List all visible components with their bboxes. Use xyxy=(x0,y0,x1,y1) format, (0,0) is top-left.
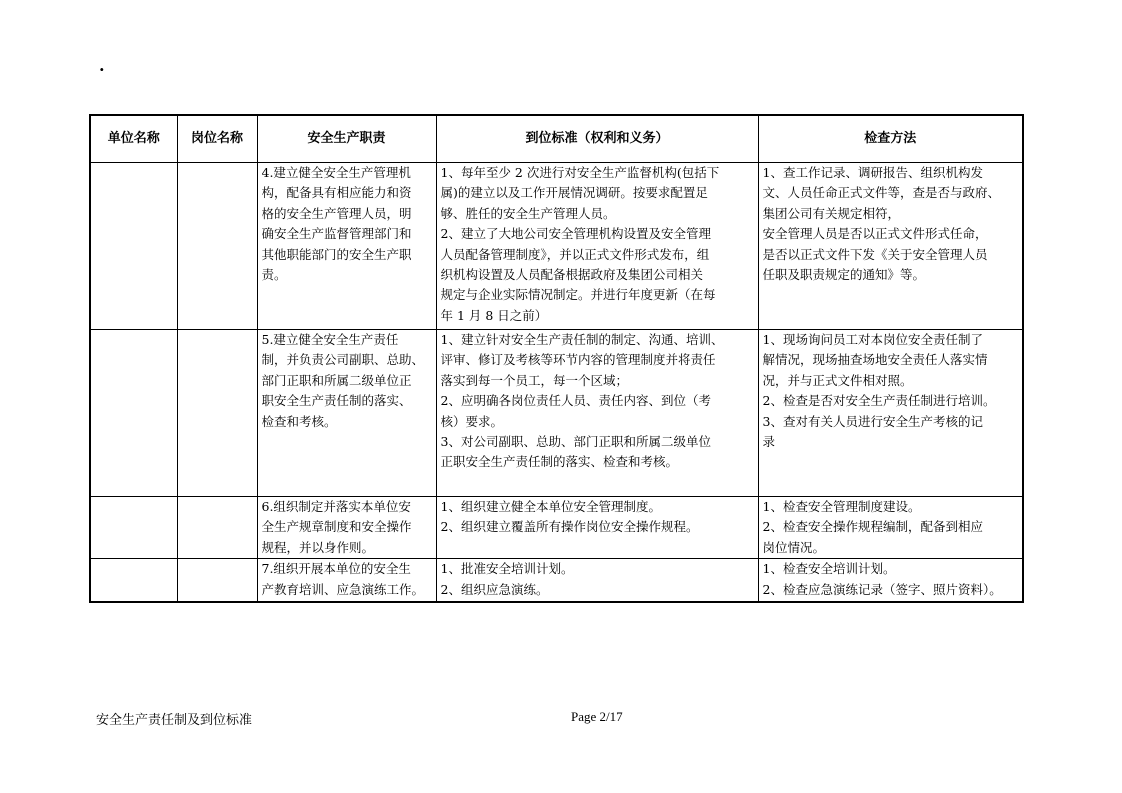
cell-method xyxy=(758,163,1023,330)
cell-unit xyxy=(90,330,177,497)
cell-text-line: 责。 xyxy=(261,267,287,283)
cell-text-line: 解情况，现场抽查场地安全责任人落实情 xyxy=(762,352,988,368)
cell-text-line: 全生产规章制度和安全操作 xyxy=(261,519,412,535)
header-standard: 到位标准（权利和义务） xyxy=(436,115,758,163)
header-unit-name: 单位名称 xyxy=(90,115,177,163)
cell-text-line: 2、建立了大地公司安全管理机构设置及安全管理 xyxy=(440,226,711,242)
cell-standard xyxy=(436,330,758,497)
cell-text-line: 年 1 月 8 日之前） xyxy=(440,307,548,323)
cell-method xyxy=(758,559,1023,603)
cell-text-line: 织机构设置及人员配备根据政府及集团公司相关 xyxy=(440,267,704,283)
header-post-name: 岗位名称 xyxy=(177,115,257,163)
table-row xyxy=(90,330,1023,497)
cell-duty xyxy=(257,559,436,603)
footer-document-title: 安全生产责任制及到位标准 xyxy=(96,713,253,728)
responsibility-table xyxy=(89,114,1024,603)
cell-text-line: 1、批准安全培训计划。 xyxy=(440,561,574,577)
cell-text-line: 2、组织建立覆盖所有操作岗位安全操作规程。 xyxy=(440,519,699,535)
cell-text-line: 2、应明确各岗位责任人员、责任内容、到位（考 xyxy=(440,393,711,409)
cell-text-line: 1、检查安全培训计划。 xyxy=(762,561,896,577)
cell-text-line: 5.建立健全安全生产责任 xyxy=(261,332,399,347)
cell-text-line: 评审、修订及考核等环节内容的管理制度并将责任 xyxy=(440,352,716,368)
cell-text-line: 况，并与正式文件相对照。 xyxy=(762,372,913,388)
table-row xyxy=(90,163,1023,330)
cell-text-line: 其他职能部门的安全生产职 xyxy=(261,246,412,262)
cell-duty xyxy=(257,497,436,559)
cell-text-line: 岗位情况。 xyxy=(762,539,826,555)
cell-text-line: 核）要求。 xyxy=(440,413,504,429)
cell-text-line: 制，并负责公司副职、总助、 xyxy=(261,352,425,368)
cell-text-line: 正职安全生产责任制的落实、检查和考核。 xyxy=(440,454,679,470)
cell-text-line: 3、对公司副职、总助、部门正职和所属二级单位 xyxy=(440,434,711,450)
cell-post xyxy=(177,497,257,559)
cell-text-line: 产教育培训、应急演练工作。 xyxy=(261,581,425,597)
cell-text-line: 落实到每一个员工，每一个区域； xyxy=(440,372,629,388)
cell-text-line: 4.建立健全安全生产管理机 xyxy=(261,165,411,180)
cell-text-line: 集团公司有关规定相符， xyxy=(762,205,901,221)
cell-duty xyxy=(257,330,436,497)
cell-standard xyxy=(436,497,758,559)
cell-text-line: 格的安全生产管理人员，明 xyxy=(261,205,412,221)
cell-post xyxy=(177,330,257,497)
cell-unit xyxy=(90,163,177,330)
cell-text-line: 1、查工作记录、调研报告、组织机构发 xyxy=(762,165,983,180)
cell-text-line: 1、现场询问员工对本岗位安全责任制了 xyxy=(762,332,983,347)
cell-text-line: 是否以正式文件下发《关于安全管理人员 xyxy=(762,246,988,262)
cell-text-line: 够、胜任的安全生产管理人员。 xyxy=(440,205,616,221)
cell-text-line: 1、每年至少 2 次进行对安全生产监督机构(包括下 xyxy=(440,165,720,180)
table-row xyxy=(90,559,1023,603)
cell-text-line: 规程，并以身作则。 xyxy=(261,539,375,555)
cell-text-line: 人员配备管理制度》，并以正式文件形式发布，组 xyxy=(440,246,710,262)
cell-text-line: 2、组织应急演练。 xyxy=(440,581,549,597)
cell-text-line: 录 xyxy=(762,434,776,450)
cell-text-line: 构，配备具有相应能力和资 xyxy=(261,185,412,201)
cell-duty xyxy=(257,163,436,330)
cell-post xyxy=(177,559,257,603)
cell-text-line: 7.组织开展本单位的安全生 xyxy=(261,561,411,577)
cell-text-line: 1、建立针对安全生产责任制的制定、沟通、培训、 xyxy=(440,332,724,347)
cell-text-line: 规定与企业实际情况制定。并进行年度更新（在每 xyxy=(440,287,716,303)
cell-text-line: 6.组织制定并落实本单位安 xyxy=(261,499,411,514)
cell-text-line: 1、检查安全管理制度建设。 xyxy=(762,499,921,514)
header-safety-duty: 安全生产职责 xyxy=(257,115,436,163)
header-check-method: 检查方法 xyxy=(758,115,1023,163)
table-row xyxy=(90,497,1023,559)
cell-text-line: 部门正职和所属二级单位正 xyxy=(261,372,412,388)
cell-text-line: 文、人员任命正式文件等，查是否与政府、 xyxy=(762,185,1001,201)
cell-method xyxy=(758,330,1023,497)
page-marker: . xyxy=(99,56,105,75)
cell-text-line: 1、组织建立健全本单位安全管理制度。 xyxy=(440,499,661,514)
cell-standard xyxy=(436,163,758,330)
cell-text-line: 属)的建立以及工作开展情况调研。按要求配置足 xyxy=(440,185,708,201)
cell-unit xyxy=(90,497,177,559)
cell-text-line: 3、查对有关人员进行安全生产考核的记 xyxy=(762,413,983,429)
cell-post xyxy=(177,163,257,330)
cell-standard xyxy=(436,559,758,603)
cell-text-line: 任职及职责规定的通知》等。 xyxy=(762,267,926,283)
footer-page-number: Page 2/17 xyxy=(571,709,623,724)
cell-unit xyxy=(90,559,177,603)
cell-text-line: 检查和考核。 xyxy=(261,413,337,429)
cell-method xyxy=(758,497,1023,559)
cell-text-line: 安全管理人员是否以正式文件形式任命， xyxy=(762,226,988,242)
cell-text-line: 确安全生产监督管理部门和 xyxy=(261,226,412,242)
cell-text-line: 2、检查应急演练记录（签字、照片资料）。 xyxy=(762,581,1002,597)
cell-text-line: 职安全生产责任制的落实、 xyxy=(261,393,412,409)
cell-text-line: 2、检查是否对安全生产责任制进行培训。 xyxy=(762,393,996,409)
table-header-row xyxy=(90,115,1023,163)
cell-text-line: 2、检查安全操作规程编制，配备到相应 xyxy=(762,519,983,535)
